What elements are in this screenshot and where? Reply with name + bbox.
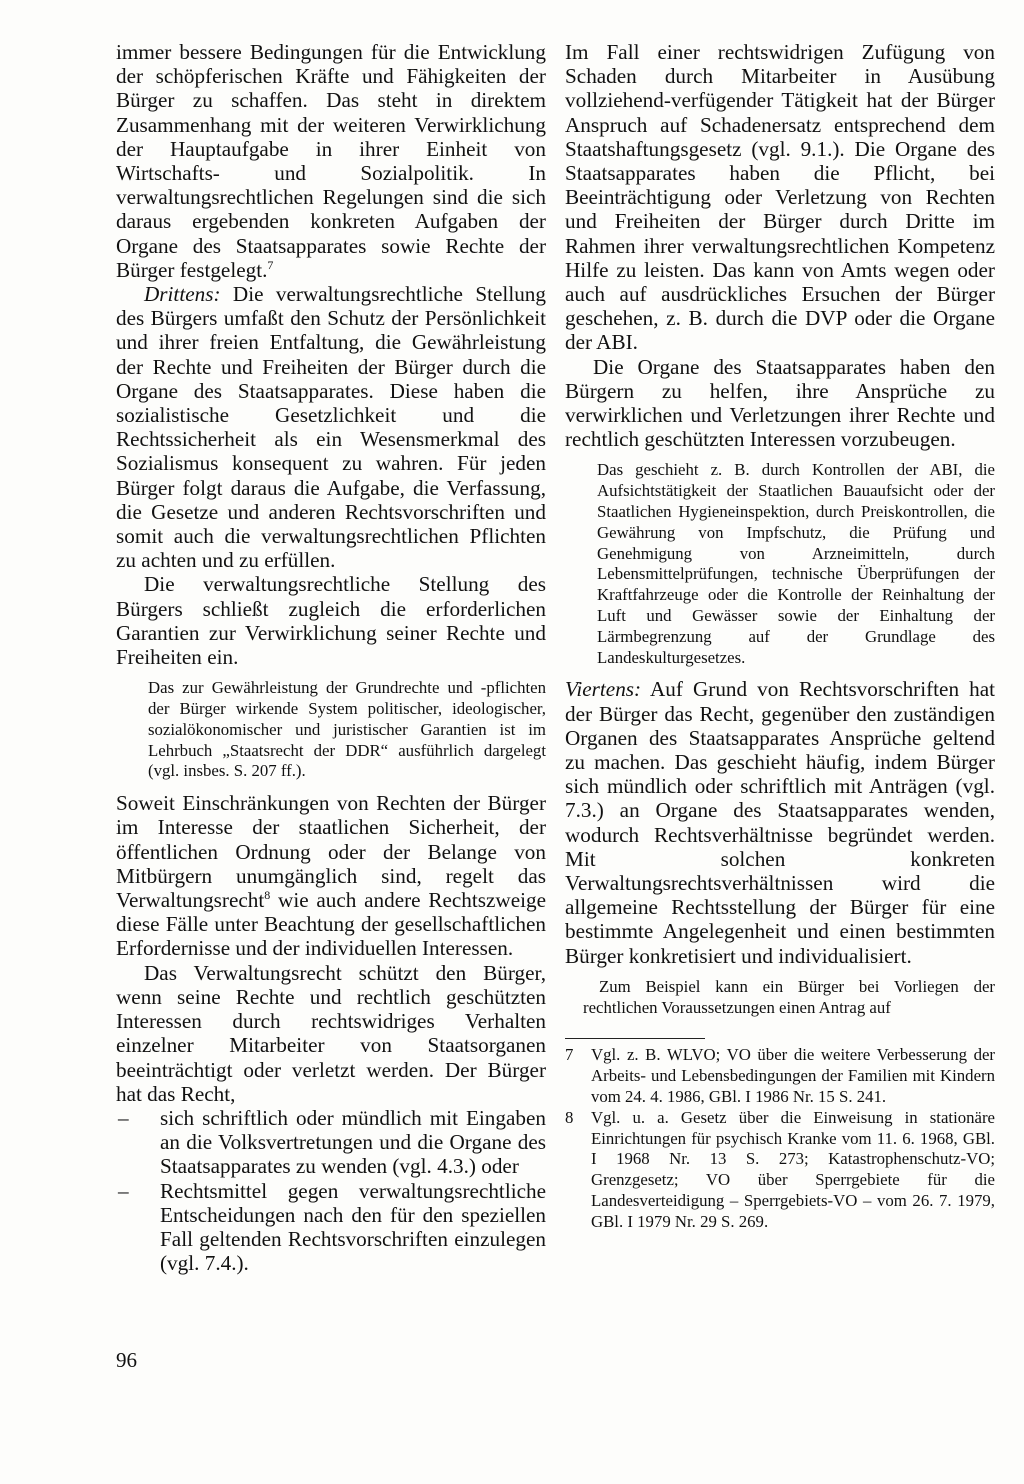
footnote-rule [565,1038,705,1039]
list-item-text: sich schriftlich oder mündlich mit Eingaben an die Volksvertretungen und die Organe des Staatsapparates zu wenden (vgl. 4.3.) oder [160,1105,546,1179]
list-item [116,1179,546,1276]
paragraph: Die verwaltungsrechtliche Stellung des Bürgers schließt zugleich die erforderlichen Garantien zur Verwirklichung seiner Rechte und Freiheiten ein. [116,572,546,670]
rights-list [116,1106,546,1275]
paragraph-lead: Viertens: [565,677,642,702]
small-print-note: Das geschieht z. B. durch Kontrollen der ABI, die Aufsichtstätigkeit der Staatlichen Bauaufsicht oder der Staatlichen Hygieneinspektion, durch Preiskontrollen, die Gewährung von Impfschutz, die Prüfung und Genehmigung von Arzneimitteln, durch Lebensmittelprüfungen, technische Überprüfungen der Kraftfahrzeuge oder die Kontrolle der Reinhaltung der Luft und Gewässer sowie der Einhaltung der Lärmbegrenzung auf der Grundlage des Landeskulturgesetzes. [597,460,995,667]
paragraph [565,677,995,967]
paragraph [116,40,546,282]
small-print-note: Das zur Gewährleistung der Grundrechte und -pflichten der Bürger wirkende System politischer, ideologischer, sozialökonomischer und juristischer Garantien ist im Lehrbuch „Staatsrecht der DDR“ ausführlich dargelegt (vgl. insbes. S. 207 ff.). [148,678,546,781]
list-dash: – [118,1178,129,1203]
footnote-text: Vgl. u. a. Gesetz über die Einweisung in stationäre Einrichtungen für psychisch Kranke vom 11. 6. 1968, GBl. I 1968 Nr. 13 S. 273; Katastrophenschutz-VO; Grenzgesetz; VO über Sperrgebiete für die Landesverteidigung – Sperrgebiets-VO – vom 26. 7. 1979, GBl. I 1979 Nr. 29 S. 269. [591,1107,995,1231]
footnote [565,1045,995,1107]
footnote-text: Vgl. z. B. WLVO; VO über die weitere Verbesserung der Arbeits- und Lebensbedingungen der Familien mit Kindern vom 24. 4. 1986, GBl. I 1986 Nr. 15 S. 241. [591,1045,995,1107]
left-column [116,40,546,1275]
list-item [116,1106,546,1179]
page-number: 96 [116,1348,137,1372]
footnote [565,1108,995,1233]
small-print-note: Zum Beispiel kann ein Bürger bei Vorliegen der rechtlichen Voraussetzungen einen Antrag auf [583,976,995,1017]
footnote-number: 7 [565,1045,574,1065]
paragraph [116,282,546,572]
paragraph-lead: Drittens: [144,282,221,307]
paragraph-text: Soweit Einschränkungen von Rechten der Bürger im Interesse der staatlichen Sicherheit, der öffentlichen Ordnung oder der Belange von Mitbürgern unumgänglich sind, regelt das Verwaltungsrecht [116,791,546,913]
paragraph-text: immer bessere Bedingungen für die Entwicklung der schöpferischen Kräfte und Fähigkeiten der Bürger zu schaffen. Das steht in direktem Zusammenhang mit der weiteren Verwirklichung der Hauptaufgabe in ihrer Einheit von Wirtschafts- und Sozialpolitik. In verwaltungsrechtlichen Regelungen sind die sich daraus ergebenden konkreten Aufgaben der Organe des Staatsapparates sowie Rechte der Bürger festgelegt. [116,40,546,282]
paragraph: Die Organe des Staatsapparates haben den Bürgern zu helfen, ihre Ansprüche zu verwirklichen und Verletzungen ihrer Rechte und rechtlich geschützten Interessen vorzubeugen. [565,354,995,452]
paragraph-text: Die verwaltungsrechtliche Stellung des Bürgers umfaßt den Schutz der Persönlichkeit und ihrer freien Entfaltung, die Gewährleistung der Rechte und Freiheiten der Bürger durch die Organe des Staatsapparates. Diese haben die sozialistische Gesetzlichkeit und die Rechtssicherheit als ein Wesensmerkmal des Sozialismus konsequent zu wahren. Für jeden Bürger folgt daraus die Aufgabe, die Verfassung, die Gesetze und anderen Rechtsvorschriften und somit auch die verwaltungsrechtlichen Pflichten zu achten und zu erfüllen. [116,282,546,573]
footnote-ref: 7 [267,257,274,272]
footnote-number: 8 [565,1107,574,1127]
paragraph: Das Verwaltungsrecht schützt den Bürger, wenn seine Rechte und rechtlich geschützten Interessen durch rechtswidriges Verhalten einzelner Mitarbeiter von Staatsorganen beeinträchtigt oder verletzt werden. Der Bürger hat das Recht, [116,960,546,1106]
footnote-ref: 8 [264,888,271,903]
footnotes [565,1045,995,1232]
paragraph: Im Fall einer rechtswidrigen Zufügung von Schaden durch Mitarbeiter in Ausübung vollziehend-verfügender Tätigkeit hat der Bürger Anspruch auf Schadenersatz entsprechend dem Staatshaftungsgesetz (vgl. 9.1.). Die Organe des Staatsapparates haben die Pflicht, bei Beeinträchtigung oder Verletzung von Rechten und Freiheiten der Bürger durch Dritte im Rahmen ihrer verwaltungsrechtlichen Kompetenz Hilfe zu leisten. Das kann von Amts wegen oder auch auf ausdrückliches Ersuchen der Bürger geschehen, z. B. durch die DVP oder die Organe der ABI. [565,40,995,355]
list-item-text: Rechtsmittel gegen verwaltungsrechtliche Entscheidungen nach den für den speziellen Fall geltenden Rechtsvorschriften einzulegen (vgl. 7.4.). [160,1178,546,1276]
list-dash: – [118,1105,129,1130]
paragraph [116,791,546,960]
right-column [565,40,995,1233]
paragraph-text: Auf Grund von Rechtsvorschriften hat der Bürger das Recht, gegenüber den zuständigen Organen des Staatsapparates Ansprüche geltend zu machen. Das geschieht häufig, indem Bürger sich mündlich oder schriftlich mit Anträgen (vgl. 7.3.) an Organe des Staatsapparates wenden, wodurch Rechtsverhältnisse begründet werden. Mit solchen konkreten Verwaltungsrechtsverhältnissen wird die allgemeine Rechtsstellung der Bürger für eine bestimmte Angelegenheit und einen bestimmten Bürger konkretisiert und individualisiert. [565,677,995,968]
paragraph-text: wie auch andere Rechtszweige diese Fälle unter Beachtung der gesellschaftlichen Erfordernisse und der individuellen Interessen. [116,888,546,961]
